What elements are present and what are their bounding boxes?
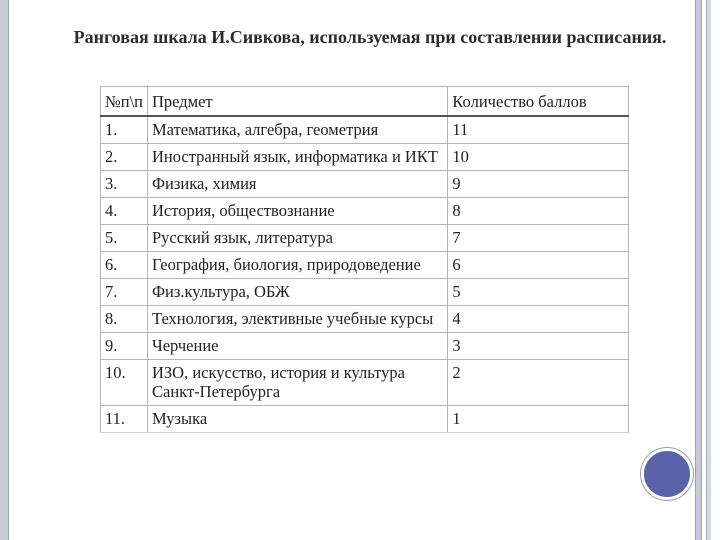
cell-number: 9. — [101, 333, 148, 360]
column-header-score: Количество баллов — [448, 87, 629, 117]
table-row — [101, 198, 629, 225]
cell-number: 1. — [101, 116, 148, 144]
table-header-row — [101, 87, 629, 117]
cell-number: 3. — [101, 171, 148, 198]
cell-score: 5 — [448, 279, 629, 306]
cell-number: 11. — [101, 406, 148, 433]
cell-number: 2. — [101, 144, 148, 171]
cell-subject: Музыка — [148, 406, 448, 433]
cell-score: 3 — [448, 333, 629, 360]
cell-score: 4 — [448, 306, 629, 333]
table-row — [101, 252, 629, 279]
column-header-number: №п\п — [101, 87, 148, 117]
cell-score: 9 — [448, 171, 629, 198]
cell-subject: Технология, элективные учебные курсы — [148, 306, 448, 333]
table-row — [101, 360, 629, 406]
cell-subject: Иностранный язык, информатика и ИКТ — [148, 144, 448, 171]
table-row — [101, 333, 629, 360]
cell-number: 8. — [101, 306, 148, 333]
table-row — [101, 306, 629, 333]
cell-number: 7. — [101, 279, 148, 306]
cell-number: 10. — [101, 360, 148, 406]
cell-subject: География, биология, природоведение — [148, 252, 448, 279]
cell-score: 11 — [448, 116, 629, 144]
table-row — [101, 171, 629, 198]
cell-subject: Физ.культура, ОБЖ — [148, 279, 448, 306]
cell-subject: Математика, алгебра, геометрия — [148, 116, 448, 144]
table-row — [101, 144, 629, 171]
cell-number: 6. — [101, 252, 148, 279]
cell-score: 8 — [448, 198, 629, 225]
cell-score: 2 — [448, 360, 629, 406]
column-header-subject: Предмет — [148, 87, 448, 117]
cell-subject: ИЗО, искусство, история и культура Санкт-Петербурга — [148, 360, 448, 406]
cell-score: 1 — [448, 406, 629, 433]
slide-frame-right — [686, 0, 720, 540]
table-row — [101, 225, 629, 252]
cell-number: 5. — [101, 225, 148, 252]
ranking-table — [100, 86, 629, 433]
table-row — [101, 279, 629, 306]
cell-score: 6 — [448, 252, 629, 279]
cell-subject: Русский язык, литература — [148, 225, 448, 252]
page-title: Ранговая шкала И.Сивкова, используемая при составлении расписания. — [73, 27, 667, 47]
table-row — [101, 406, 629, 433]
table-row — [101, 116, 629, 144]
cell-subject: Черчение — [148, 333, 448, 360]
slide-frame-left — [0, 0, 8, 540]
cell-score: 7 — [448, 225, 629, 252]
cell-subject: Физика, химия — [148, 171, 448, 198]
cell-subject: История, обществознание — [148, 198, 448, 225]
cell-number: 4. — [101, 198, 148, 225]
cell-score: 10 — [448, 144, 629, 171]
decorative-circle — [641, 448, 693, 500]
